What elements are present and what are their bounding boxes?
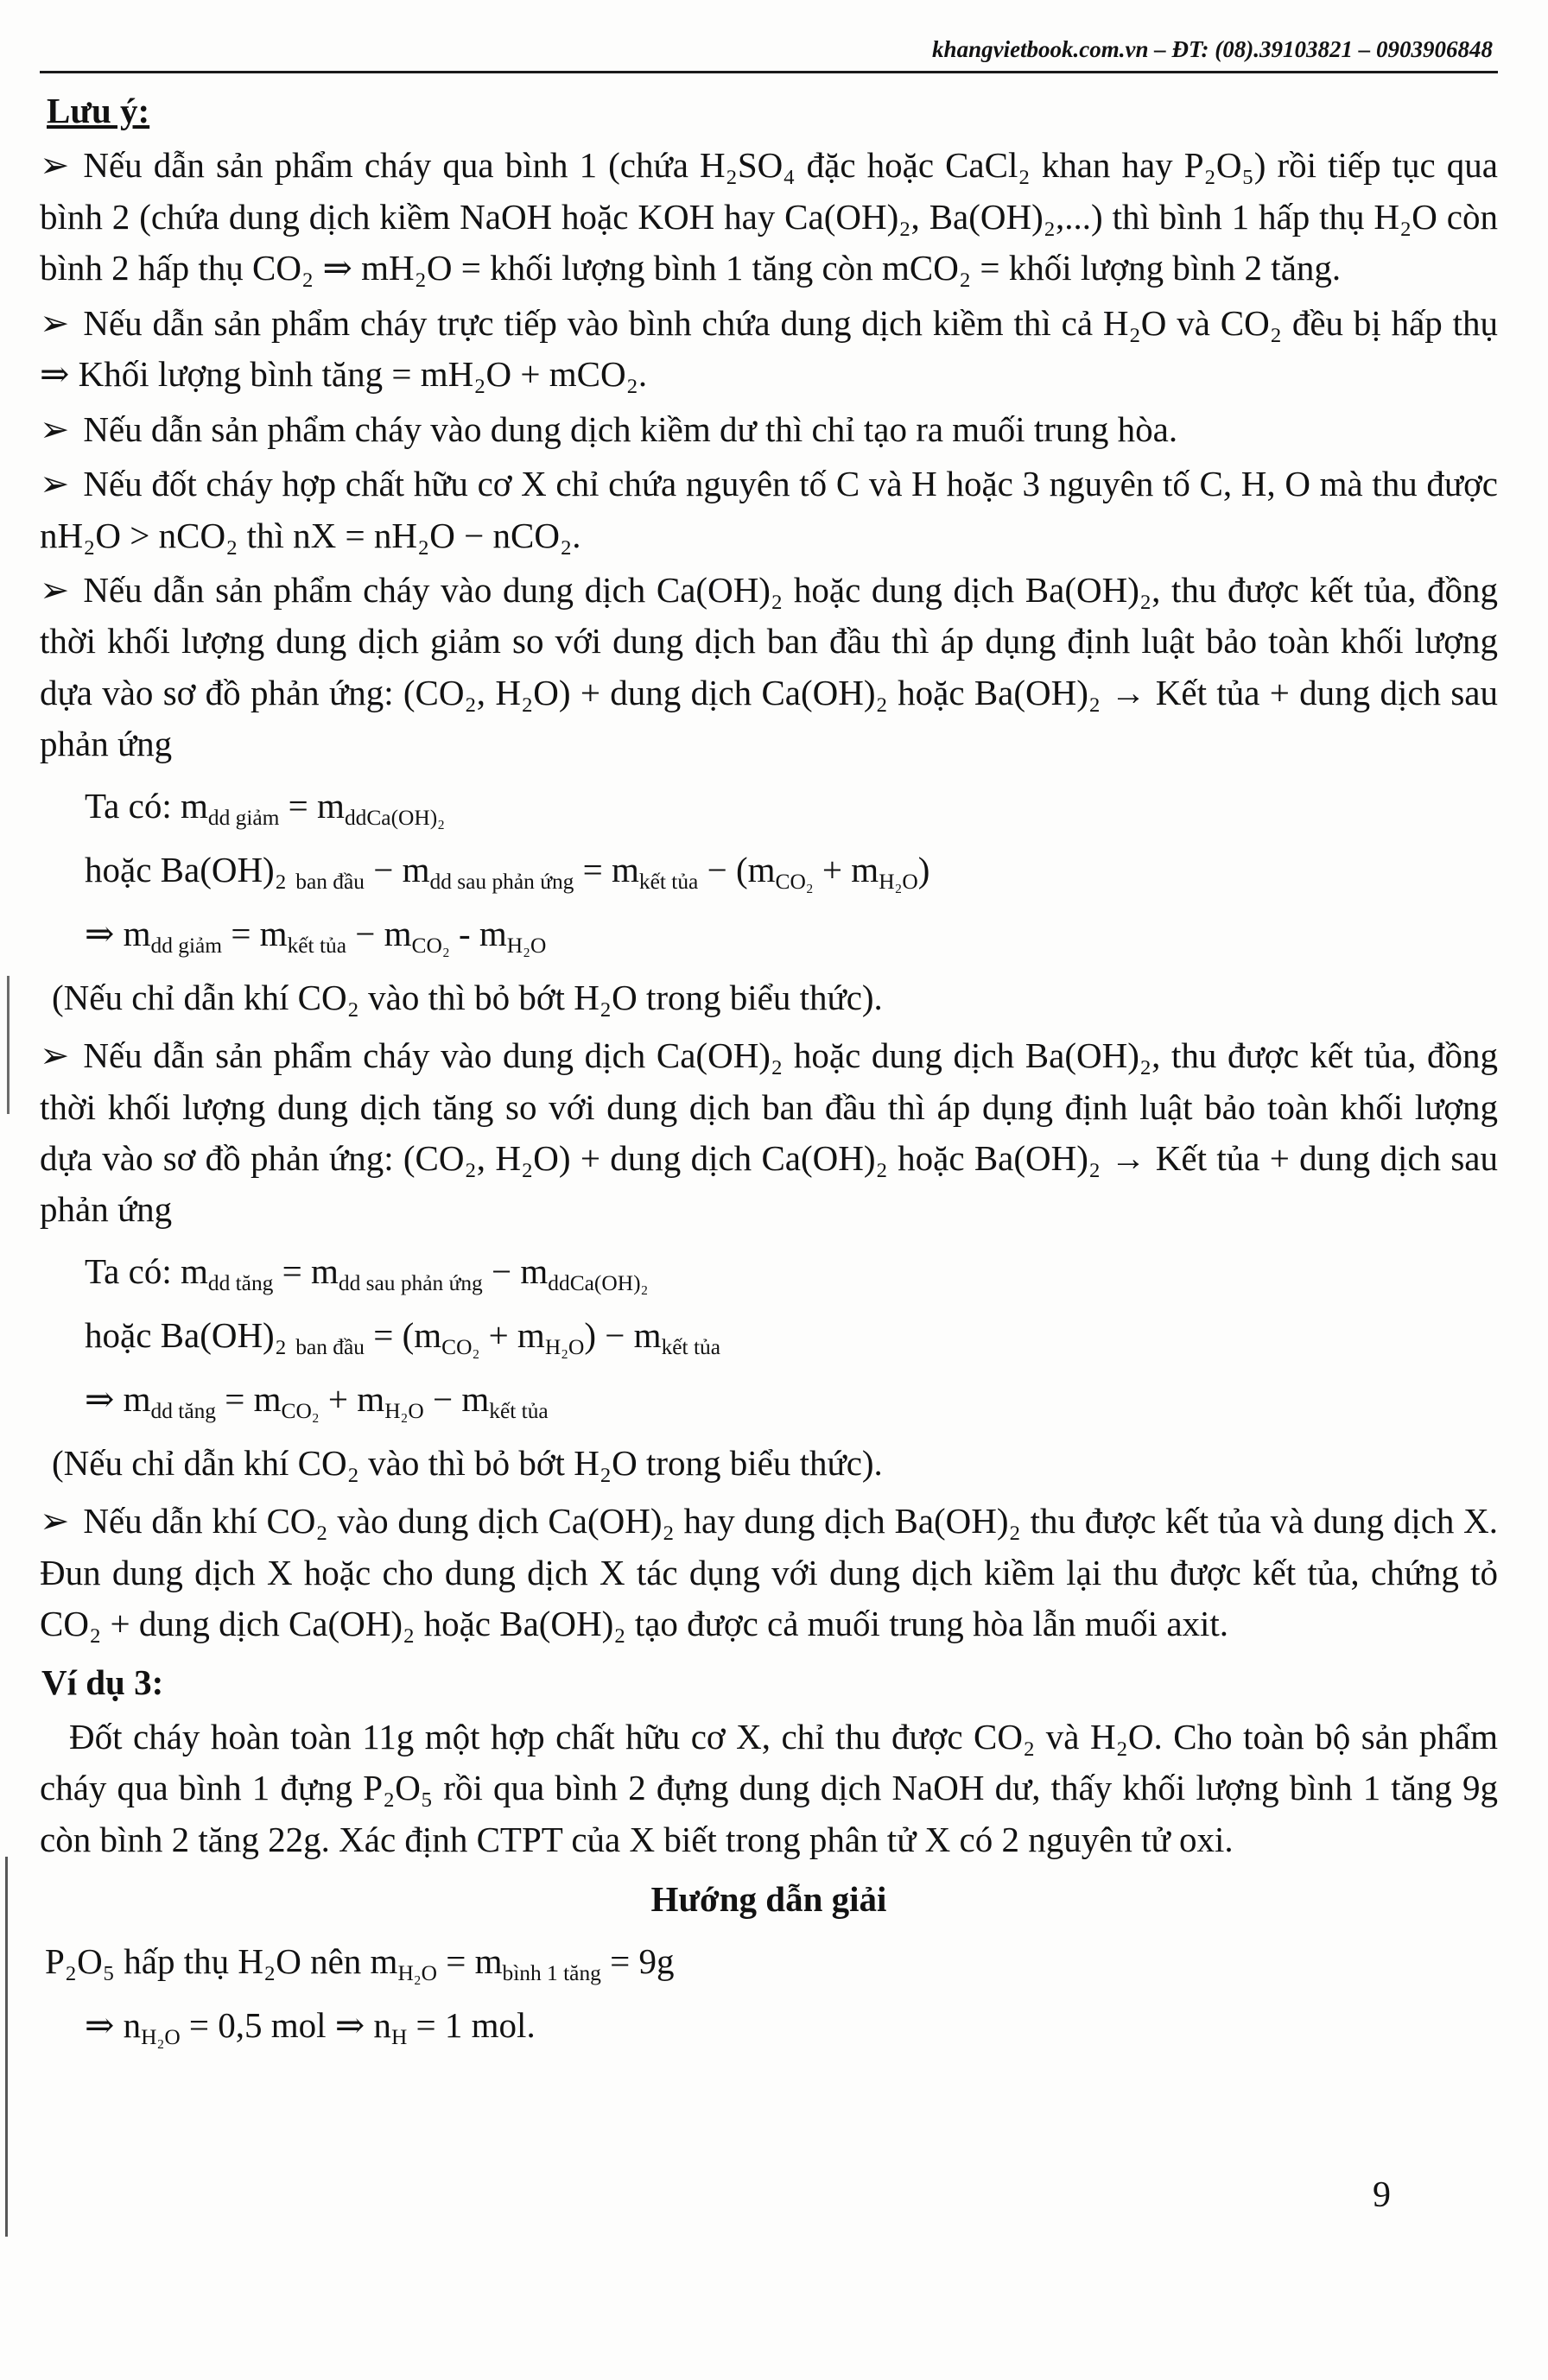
scan-artifact-line (7, 976, 10, 1114)
page-number: 9 (1373, 2175, 1391, 2215)
arrow-bullet-icon: ➢ (40, 464, 70, 504)
note-item (40, 1030, 1498, 1236)
formula-mass-decrease-setup: Ta có: $m_{dd giảm} = m_{ddCa(OH)_2}$ (85, 785, 446, 830)
note-text: Nếu dẫn sản phẩm cháy qua bình 1 (chứa H₂SO₄ đặc hoặc CaCl₂ khan hay P₂O₅) rồi tiếp tục qua bình 2 (chứa dung dịch kiềm NaOH hoặc KOH hay Ca(OH)₂, Ba(OH)₂,...) thì bình 1 hấp thụ H₂O còn bình 2 hấp thụ CO₂ ⇒ mH₂O = khối lượng bình 1 tăng còn mCO₂ = khối lượng bình 2 tăng. (40, 145, 1498, 288)
note-text: Nếu dẫn sản phẩm cháy vào dung dịch Ca(OH)₂ hoặc dung dịch Ba(OH)₂, thu được kết tủa, đồng thời khối lượng dung dịch tăng so với dung dịch ban đầu thì áp dụng định luật bảo toàn khối lượng dựa vào sơ đồ phản ứng: (CO₂, H₂O) + dung dịch Ca(OH)₂ hoặc Ba(OH)₂ → Kết tủa + dung dịch sau phản ứng (40, 1035, 1498, 1230)
arrow-bullet-icon: ➢ (40, 408, 70, 449)
note-item (40, 459, 1498, 561)
page-content (40, 85, 1498, 2054)
note-text: Nếu dẫn sản phẩm cháy vào dung dịch kiềm dư thì chỉ tạo ra muối trung hòa. (83, 408, 1178, 449)
formula-mass-decrease-result: ⇒ $m_{dd giảm} = m_{kết tủa} - m_{CO_2} - m_{H_2O}$ (85, 913, 547, 958)
arrow-bullet-icon: ➢ (40, 302, 70, 343)
arrow-bullet-icon: ➢ (40, 1035, 70, 1076)
formula-mass-increase-expansion: hoặc Ba(OH)₂ $_{ban đầu} = (m_{CO_2} + m_{H_2O}) - m_{kết tủa}$ (85, 1314, 720, 1359)
notes-heading-text: Lưu ý: (47, 91, 150, 131)
solution-heading: Hướng dẫn giải (650, 1879, 887, 1920)
note-text: Nếu dẫn sản phẩm cháy trực tiếp vào bình chứa dung dịch kiềm thì cả H₂O và CO₂ đều bị hấp thụ ⇒ Khối lượng bình tăng = mH₂O + mCO₂. (40, 302, 1498, 395)
note-item (40, 140, 1498, 294)
header-rule (40, 71, 1498, 73)
arrow-bullet-icon: ➢ (40, 1501, 70, 1541)
example-3-heading: Ví dụ 3: (41, 1662, 164, 1702)
formula-note-decrease: (Nếu chỉ dẫn khí CO₂ vào thì bỏ bớt H₂O trong biểu thức). (52, 977, 883, 1017)
note-text: Nếu dẫn sản phẩm cháy vào dung dịch Ca(OH)₂ hoặc dung dịch Ba(OH)₂, thu được kết tủa, đồng thời khối lượng dung dịch giảm so với dung dịch ban đầu thì áp dụng định luật bảo toàn khối lượng dựa vào sơ đồ phản ứng: (CO₂, H₂O) + dung dịch Ca(OH)₂ hoặc Ba(OH)₂ → Kết tủa + dung dịch sau phản ứng (40, 569, 1498, 764)
formula-mass-decrease-expansion: hoặc Ba(OH)₂ $_{ban đầu} - m_{dd sau phản ứng} = m_{kết tủa} - (m_{CO_2} + m_{H_2O})$ (85, 849, 930, 894)
note-item (40, 404, 1498, 455)
note-item (40, 1496, 1498, 1649)
publisher-contact-line: khangvietbook.com.vn – ĐT: (08).39103821 – 0903906848 (932, 36, 1493, 62)
formula-mass-increase-result: ⇒ $m_{dd tăng} = m_{CO_2} + m_{H_2O} - m_{kết tủa}$ (85, 1378, 549, 1423)
scan-artifact-line (5, 1857, 8, 2237)
note-text: Nếu dẫn khí CO₂ vào dung dịch Ca(OH)₂ hay dung dịch Ba(OH)₂ thu được kết tủa và dung dịch X. Đun dung dịch X hoặc cho dung dịch X tác dụng với dung dịch kiềm lại thu được kết tủa, chứng tỏ CO₂ + dung dịch Ca(OH)₂ hoặc Ba(OH)₂ tạo được cả muối trung hòa lẫn muối axit. (40, 1501, 1498, 1644)
note-item (40, 298, 1498, 401)
solution-line-1: P₂O₅ hấp thụ H₂O nên $m_{H_2O} = m_{bình 1 tăng} = 9g$ (45, 1940, 675, 1985)
note-text: Nếu đốt cháy hợp chất hữu cơ X chỉ chứa nguyên tố C và H hoặc 3 nguyên tố C, H, O mà thu được nH₂O > nCO₂ thì nX = nH₂O − nCO₂. (40, 464, 1498, 555)
formula-mass-increase-setup: Ta có: $m_{dd tăng} = m_{dd sau phản ứng} - m_{ddCa(OH)_2}$ (85, 1250, 649, 1295)
arrow-bullet-icon: ➢ (40, 569, 70, 610)
arrow-bullet-icon: ➢ (40, 145, 70, 186)
example-3-body: Đốt cháy hoàn toàn 11g một hợp chất hữu cơ X, chỉ thu được CO₂ và H₂O. Cho toàn bộ sản phẩm cháy qua bình 1 đựng P₂O₅ rồi qua bình 2 đựng dung dịch NaOH dư, thấy khối lượng bình 1 tăng 9g còn bình 2 tăng 22g. Xác định CTPT của X biết trong phân tử X có 2 nguyên tử oxi. (40, 1717, 1498, 1859)
note-item (40, 565, 1498, 770)
page-header (40, 36, 1498, 73)
solution-line-2: ⇒ $n_{H_2O} = 0,5$ mol ⇒ $n_H = 1$ mol. (85, 2004, 536, 2049)
notes-heading (47, 85, 1498, 136)
formula-note-increase: (Nếu chỉ dẫn khí CO₂ vào thì bỏ bớt H₂O trong biểu thức). (52, 1442, 883, 1483)
